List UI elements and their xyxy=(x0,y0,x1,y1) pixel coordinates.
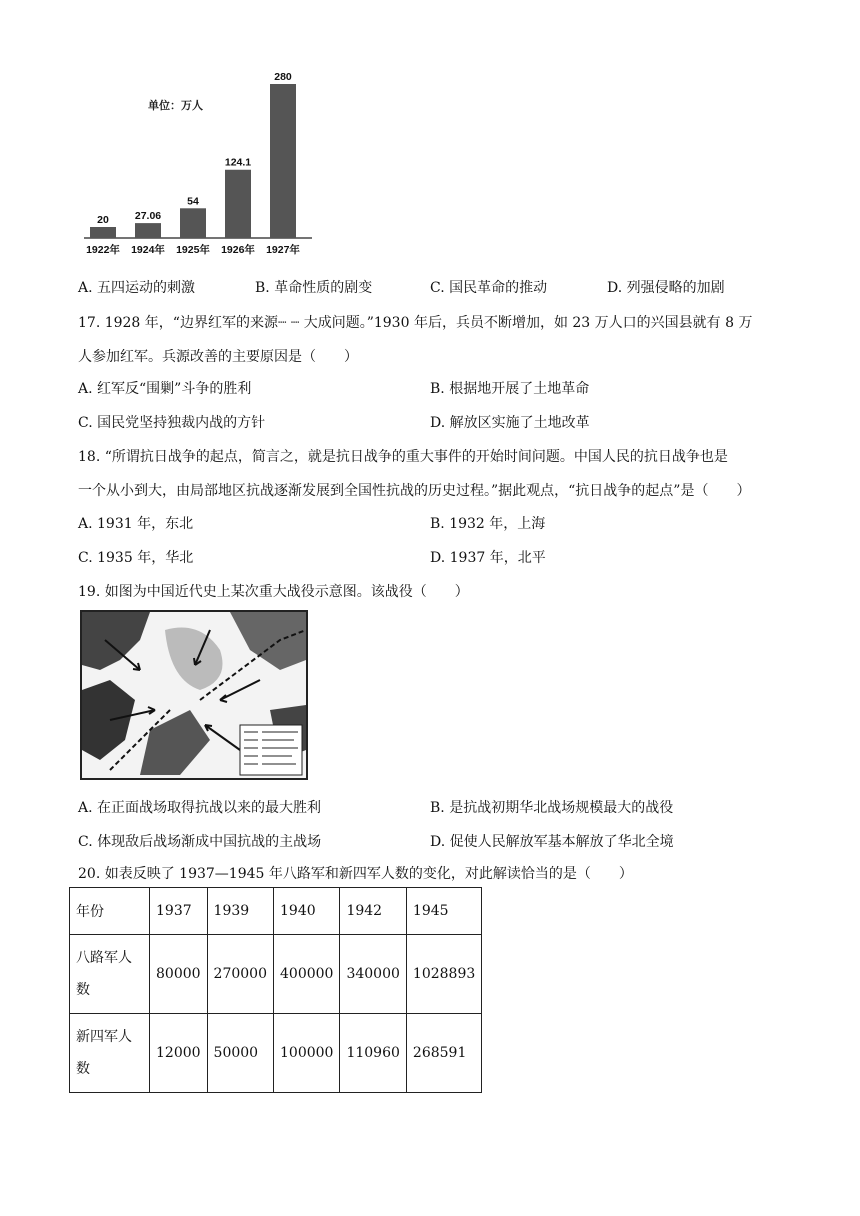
q18-stem-line2: 一个从小到大，由局部地区抗战逐渐发展到全国性抗战的历史过程。”据此观点，“抗日战争的起点”是（ ） xyxy=(78,483,751,499)
bar-1922年 xyxy=(90,227,116,238)
q16-option-d[interactable]: D. 列强侵略的加剧 xyxy=(607,280,725,296)
table-header-cell: 年份 xyxy=(70,888,150,935)
table-header-cell: 1942 xyxy=(340,888,406,935)
table-cell: 270000 xyxy=(207,935,273,1014)
q18-option-b[interactable]: B. 1932 年，上海 xyxy=(430,516,546,532)
table-header-cell: 1945 xyxy=(406,888,481,935)
table-cell: 80000 xyxy=(150,935,208,1014)
table-header-cell: 1940 xyxy=(274,888,340,935)
q16-option-b[interactable]: B. 革命性质的剧变 xyxy=(255,280,373,296)
table-row xyxy=(70,935,482,1014)
x-tick-label: 1925年 xyxy=(176,244,210,256)
bar-1925年 xyxy=(180,208,206,238)
x-tick-label: 1924年 xyxy=(131,244,165,256)
q17-stem-line1: 17. 1928 年，“边界红军的来源┈ ┈ 大成问题。”1930 年后，兵员不断增加，如 23 万人口的兴国县就有 8 万 xyxy=(78,315,753,331)
bar-value-label: 20 xyxy=(97,214,109,226)
q19-stem: 19. 如图为中国近代史上某次重大战役示意图。该战役（ ） xyxy=(78,584,469,600)
table-cell: 110960 xyxy=(340,1014,406,1093)
table-cell: 268591 xyxy=(406,1014,481,1093)
q17-option-a[interactable]: A. 红军反“围剿”斗争的胜利 xyxy=(78,381,252,397)
q19-option-d[interactable]: D. 促使人民解放军基本解放了华北全境 xyxy=(430,834,674,850)
chart-unit-label: 单位：万人 xyxy=(148,100,203,112)
troop-table xyxy=(69,887,482,1093)
table-row-label: 八路军人数 xyxy=(70,935,150,1014)
bar-1926年 xyxy=(225,170,251,238)
q17-option-d[interactable]: D. 解放区实施了土地改革 xyxy=(430,415,590,431)
table-cell: 340000 xyxy=(340,935,406,1014)
x-tick-label: 1926年 xyxy=(221,244,255,256)
table-cell: 1028893 xyxy=(406,935,481,1014)
battle-map-image xyxy=(80,610,308,780)
q17-stem-line2: 人参加红军。兵源改善的主要原因是（ ） xyxy=(78,349,358,365)
table-header-cell: 1937 xyxy=(150,888,208,935)
table-cell: 12000 xyxy=(150,1014,208,1093)
q19-option-a[interactable]: A. 在正面战场取得抗战以来的最大胜利 xyxy=(78,800,322,816)
bar-chart xyxy=(78,72,318,262)
table-row-label: 新四军人数 xyxy=(70,1014,150,1093)
bar-value-label: 124.1 xyxy=(224,156,252,169)
table-row xyxy=(70,1014,482,1093)
table-cell: 400000 xyxy=(274,935,340,1014)
q19-option-b[interactable]: B. 是抗战初期华北战场规模最大的战役 xyxy=(430,800,674,816)
q19-option-c[interactable]: C. 体现敌后战场渐成中国抗战的主战场 xyxy=(78,834,322,850)
bar-value-label: 54 xyxy=(187,195,199,208)
x-tick-label: 1922年 xyxy=(86,244,120,256)
q16-option-c[interactable]: C. 国民革命的推动 xyxy=(430,280,548,296)
q20-stem: 20. 如表反映了 1937—1945 年八路军和新四军人数的变化，对此解读恰当的是（ ） xyxy=(78,866,633,882)
q18-stem-line1: 18. “所谓抗日战争的起点，简言之，就是抗日战争的重大事件的开始时间问题。中国人民的抗日战争也是 xyxy=(78,449,728,465)
q17-option-c[interactable]: C. 国民党坚持独裁内战的方针 xyxy=(78,415,266,431)
q17-option-b[interactable]: B. 根据地开展了土地革命 xyxy=(430,381,590,397)
table-cell: 100000 xyxy=(274,1014,340,1093)
bar-value-label: 280 xyxy=(274,72,292,83)
q18-option-a[interactable]: A. 1931 年，东北 xyxy=(78,516,194,532)
table-cell: 50000 xyxy=(207,1014,273,1093)
table-header-cell: 1939 xyxy=(207,888,273,935)
q16-option-a[interactable]: A. 五四运动的刺激 xyxy=(78,280,196,296)
bar-value-label: 27.06 xyxy=(134,210,162,223)
bar-1927年 xyxy=(270,84,296,238)
bar-1924年 xyxy=(135,223,161,238)
q18-option-c[interactable]: C. 1935 年，华北 xyxy=(78,550,194,566)
q18-option-d[interactable]: D. 1937 年，北平 xyxy=(430,550,546,566)
x-tick-label: 1927年 xyxy=(266,244,300,256)
table-header-row xyxy=(70,888,482,935)
